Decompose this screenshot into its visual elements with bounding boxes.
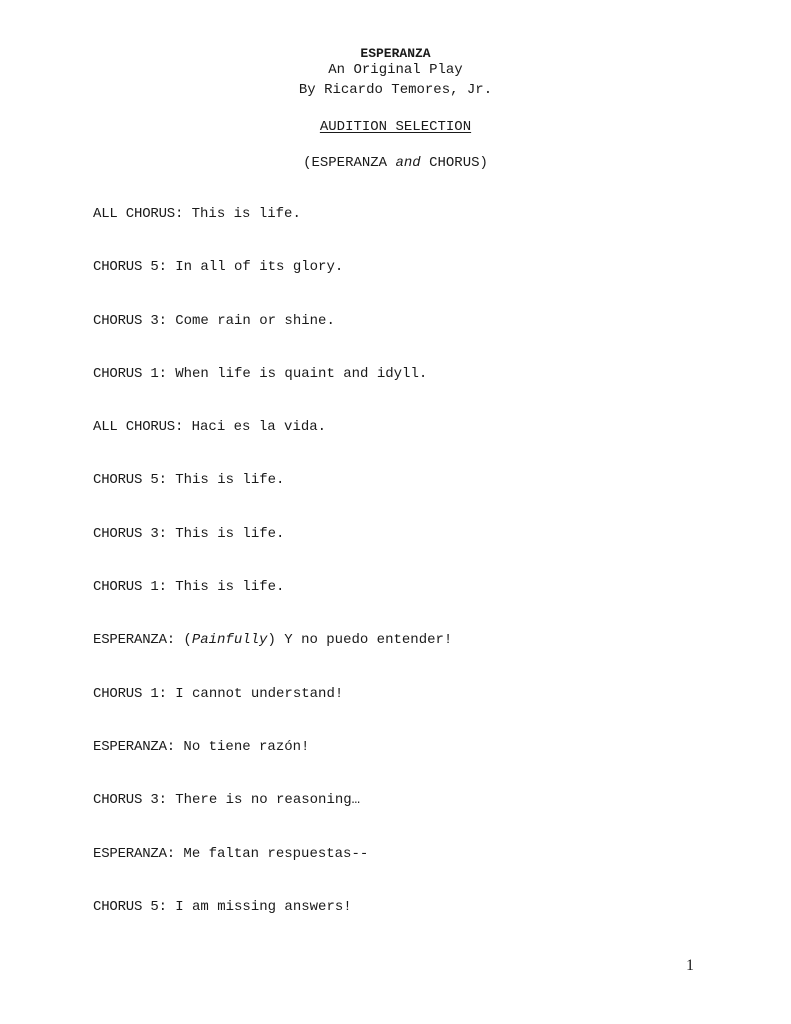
play-title: ESPERANZA	[360, 46, 431, 61]
speaker-name: ESPERANZA:	[93, 845, 176, 862]
speaker-name: CHORUS 1:	[93, 365, 167, 382]
speaker-name: CHORUS 1:	[93, 685, 167, 702]
dialogue-line	[93, 419, 743, 472]
speaker-name: CHORUS 3:	[93, 312, 167, 329]
speaker-name: ALL CHORUS:	[93, 419, 184, 436]
speaker-name: ESPERANZA:	[93, 738, 176, 755]
speaker-name: CHORUS 1:	[93, 579, 167, 596]
dialogue-line	[93, 206, 743, 259]
dialogue-text: This is life.	[175, 579, 285, 596]
dialogue-text: This is life.	[175, 472, 285, 489]
dialogue-line	[93, 739, 743, 792]
dialogue-line	[93, 472, 743, 525]
dialogue-line	[93, 792, 743, 845]
dialogue-line	[93, 579, 743, 632]
speaker-name: ESPERANZA:	[93, 632, 176, 649]
cast-open-text: (ESPERANZA	[303, 155, 396, 171]
dialogue-line	[93, 846, 743, 899]
play-subtitle: An Original Play	[328, 62, 463, 78]
dialogue-line: ESPERANZA: (Painfully) Y no puedo entender!	[93, 632, 453, 649]
speaker-name: CHORUS 3:	[93, 525, 167, 542]
dialogue-line	[93, 526, 743, 579]
dialogue-line	[93, 899, 743, 952]
speaker-name: CHORUS 5:	[93, 472, 167, 489]
dialogue-text: In all of its glory.	[175, 259, 344, 276]
dialogue-text: Come rain or shine.	[175, 312, 335, 329]
page-number: 1	[686, 957, 694, 974]
speaker-name: CHORUS 5:	[93, 259, 167, 276]
dialogue-text: There is no reasoning…	[175, 792, 361, 809]
speaker-name: CHORUS 3:	[93, 792, 167, 809]
cast-close-text: CHORUS)	[420, 155, 488, 171]
dialogue-line	[93, 686, 743, 739]
dialogue-text: I cannot understand!	[175, 685, 344, 702]
dialogue-text: Y no puedo entender!	[284, 632, 453, 649]
dialogue-line	[93, 259, 743, 312]
dialogue-text: When life is quaint and idyll.	[175, 365, 428, 382]
play-author: By Ricardo Temores, Jr.	[298, 82, 493, 98]
audition-selection-heading: AUDITION SELECTION	[319, 119, 472, 135]
cast-and-text: and	[395, 155, 421, 171]
speaker-name: CHORUS 5:	[93, 898, 167, 915]
dialogue-text: This is life.	[191, 206, 301, 222]
dialogue-text: Haci es la vida.	[191, 419, 327, 436]
cast-line	[0, 155, 791, 172]
dialogue-text: No tiene razón!	[183, 738, 310, 755]
dialogue-list	[93, 206, 743, 952]
dialogue-text: This is life.	[175, 525, 285, 542]
stage-direction: Painfully	[191, 632, 268, 649]
dialogue-line	[93, 313, 743, 366]
speaker-name: ALL CHORUS:	[93, 206, 184, 222]
dialogue-line	[93, 366, 743, 419]
dialogue-text: I am missing answers!	[175, 898, 352, 915]
dialogue-text: Me faltan respuestas--	[183, 845, 369, 862]
